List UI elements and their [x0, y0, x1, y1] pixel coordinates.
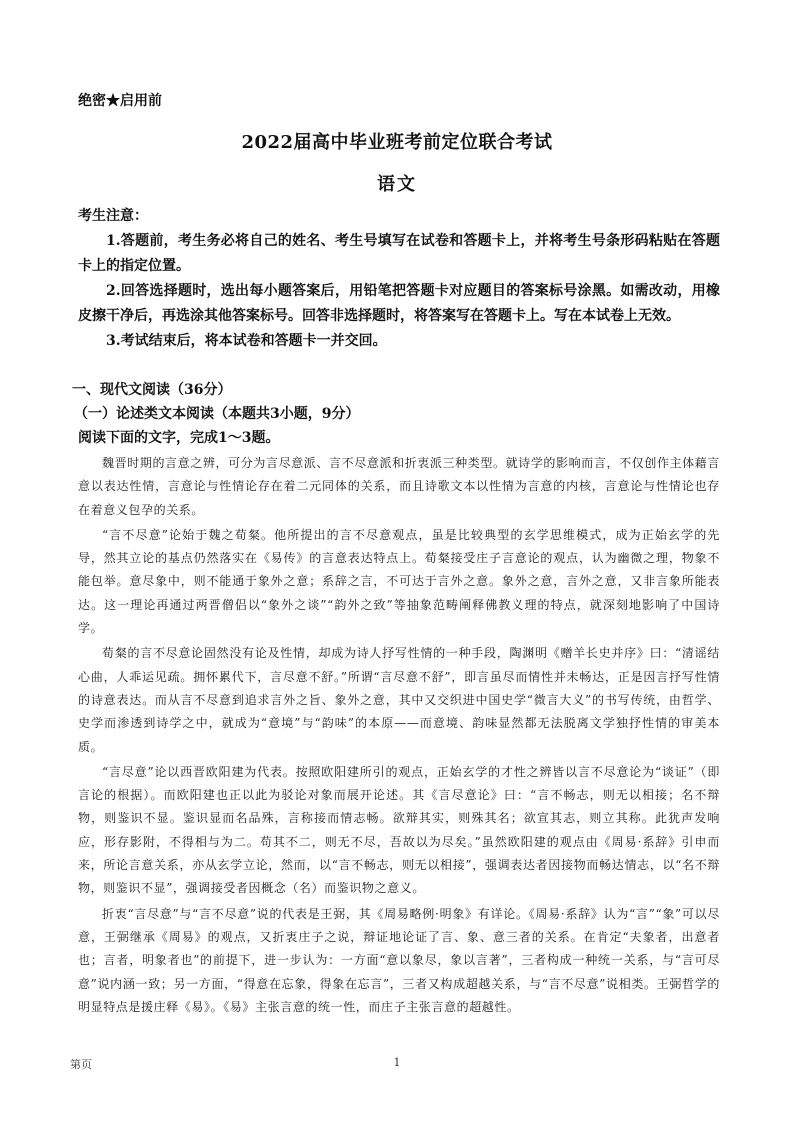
page-number: 1	[393, 1056, 401, 1069]
reading-passage	[78, 452, 720, 1021]
passage-paragraph: 折衷“言尽意”与“言不尽意”说的代表是王弼，其《周易略例·明象》有详论。《周易·系辞》认为“言”“象”可以尽意，王弼继承《周易》的观点，又折衷庄子之说，辩证地论证了言、象、意三者的关系。在肯定“夫象者，出意者也；言者，明象者也”的前提下，进一步认为：一方面“意以象尽，象以言著”，三者构成一种统一关系，与“言可尽意”说内涵一致；另一方面，“得意在忘象，得象在忘言”，三者又构成超越关系，与“言不尽意”说相类。王弼哲学的明显特点是援庄释《易》。《易》主张言意的统一性，而庄子主张言意的超越性。	[78, 906, 720, 1014]
part-title: 一、现代文阅读（36分）	[72, 382, 232, 398]
notice-heading: 考生注意：	[78, 208, 148, 224]
passage-paragraph: “言不尽意”论始于魏之荀粲。他所提出的言不尽意观点，虽是比较典型的玄学思维模式，成为正始玄学的先导，然其立论的基点仍然落实在《易传》的言意表达特点上。荀粲接受庄子言意论的观点，认为幽微之理，物象不能包举。意尽象中，则不能通于象外之意；系辞之言，不可达于言外之意。象外之意，言外之意，又非言象所能表达。这一理论再通过两晋僧侣以“象外之谈”“韵外之致”等抽象范畴阐释佛教义理的特点，就深刻地影响了中国诗学。	[78, 527, 720, 636]
passage-paragraph: 荀粲的言不尽意论固然没有论及性情，却成为诗人抒写性情的一种手段，陶渊明《赠羊长史并序》曰：“清谣结心曲，人乖运见疏。拥怀累代下，言尽意不舒。”所谓“言尽意不舒”，即言虽尽而情性并未畅达，正是因言抒写性情的诗意表达。而从言不尽意到追求言外之旨、象外之意，其中又交织进中国史学“微言大义”的书写传统，由哲学、史学而渗透到诗学之中，就成为“意境”与“韵味”的本原——而意境、韵味显然都无法脱离文学独抒性情的审美本质。	[78, 646, 720, 754]
notice-item: 1.答题前，考生务必将自己的姓名、考生号填写在试卷和答题卡上，并将考生号条形码粘贴在答题卡上的指定位置。	[78, 233, 720, 274]
footer-page-label: 第页	[70, 1058, 92, 1071]
notice-item: 2.回答选择题时，选出每小题答案后，用铅笔把答题卡对应题目的答案标号涂黑。如需改动，用橡皮擦干净后，再选涂其他答案标号。回答非选择题时，将答案写在答题卡上。写在本试卷上无效。	[78, 283, 720, 324]
candidate-notice	[78, 204, 720, 354]
reading-instruction: 阅读下面的文字，完成1～3题。	[78, 430, 280, 446]
passage-paragraph: 魏晋时期的言意之辨，可分为言尽意派、言不尽意派和折衷派三种类型。就诗学的影响而言，不仅创作主体藉言意以表达性情，言意论与性情论存在着二元同体的关系，而且诗歌文本以性情为言意的内核，言意论与性情论也存在着意义包孕的关系。	[78, 456, 720, 517]
exam-title: 2022届高中毕业班考前定位联合考试	[241, 132, 553, 153]
subject-title: 语文	[377, 174, 417, 195]
notice-item: 3.考试结束后，将本试卷和答题卡一并交回。	[106, 333, 387, 349]
passage-paragraph: “言尽意”论以西晋欧阳建为代表。按照欧阳建所引的观点，正始玄学的才性之辨皆以言不尽意论为“谈证”（即言论的根据）。而欧阳建也正以此为驳论对象而展开论述。其《言尽意论》曰：“言不畅志，则无以相接；名不辩物，则鉴识不显。鉴识显而名品殊，言称接而情志畅。欲辩其实，则殊其名；欲宣其志，则立其称。此犹声发响应，形存影附，不得相与为二。苟其不二，则无不尽，吾故以为尽矣。”虽然欧阳建的观点由《周易·系辞》引申而来，所论言意关系，亦从玄学立论，然而，以“言不畅志，则无以相接”，强调表达者因接物而畅达情志，以“名不辩物，则鉴识不显”，强调接受者因概念（名）而鉴识物之意义。	[78, 764, 720, 896]
sub-section-title: （一）论述类文本阅读（本题共3小题，9分）	[74, 406, 360, 422]
confidential-label: 绝密★启用前	[78, 93, 162, 109]
